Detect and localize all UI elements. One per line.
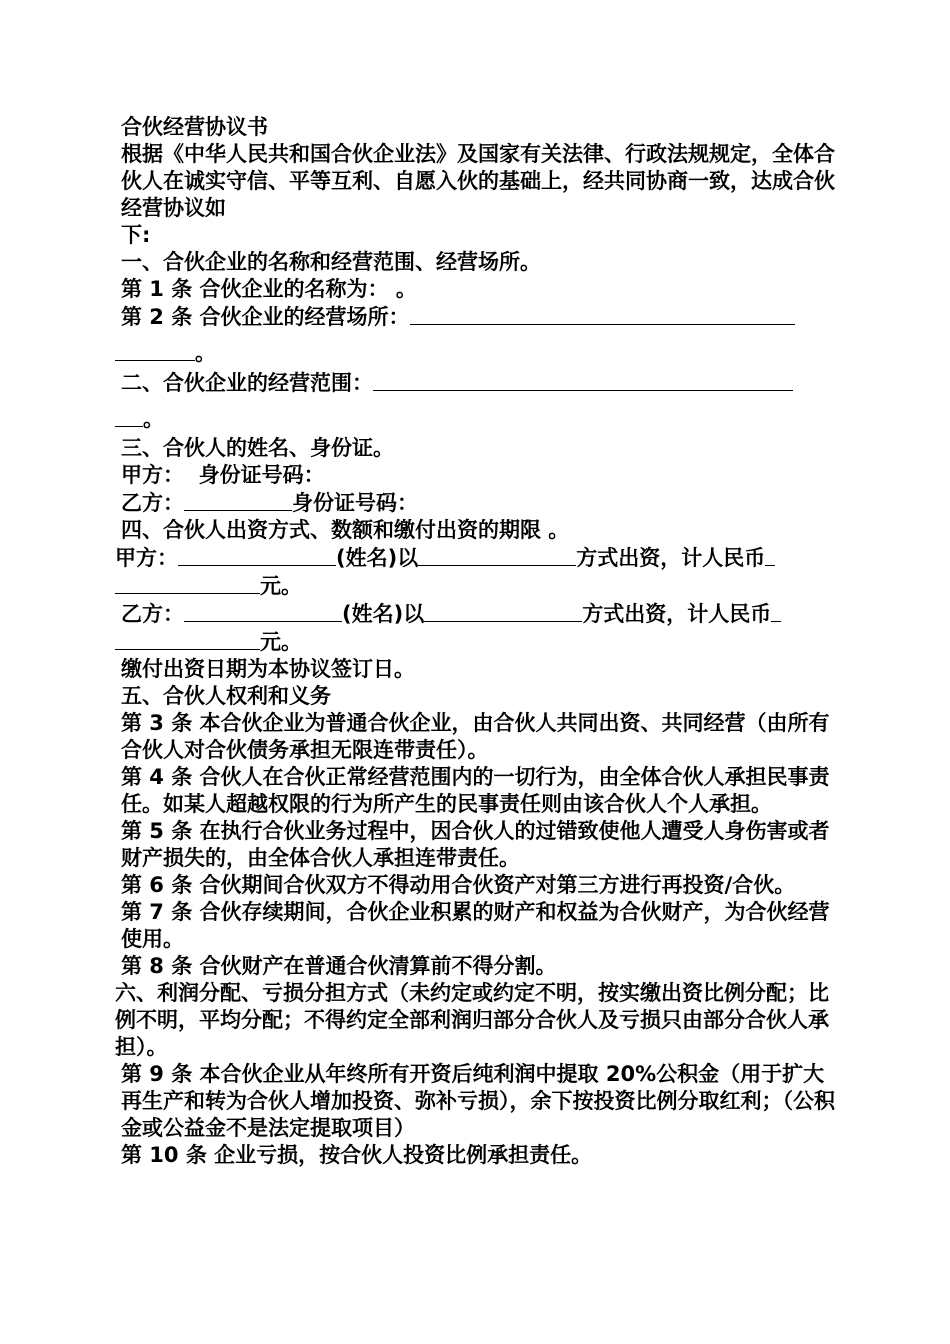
document-body bbox=[115, 114, 840, 1169]
business-address-blank-cont[interactable] bbox=[115, 340, 195, 361]
section-3-heading: 三、合伙人的姓名、身份证。 bbox=[121, 436, 394, 460]
party-b-line bbox=[115, 489, 840, 517]
article-6: 第 6 条 合伙期间合伙双方不得动用合伙资产对第三方进行再投资/合伙。 bbox=[121, 873, 796, 897]
party-b-label: 乙方： bbox=[121, 491, 184, 515]
capital-b-continuation bbox=[115, 628, 840, 656]
article-8: 第 8 条 合伙财产在普通合伙清算前不得分割。 bbox=[121, 954, 557, 978]
capital-b-name-blank[interactable] bbox=[184, 601, 342, 622]
capital-b-label: 乙方： bbox=[121, 602, 184, 626]
capital-a-unit: 元。 bbox=[260, 574, 302, 598]
capital-b-amount-blank-cont[interactable] bbox=[115, 629, 260, 650]
article-2-continuation bbox=[115, 339, 840, 367]
section-1-heading: 一、合伙企业的名称和经营范围、经营场所。 bbox=[121, 250, 541, 274]
capital-b-amount-blank[interactable] bbox=[771, 601, 781, 622]
article-3: 第 3 条 本合伙企业为普通合伙企业，由合伙人共同出资、共同经营（由所有合伙人对合伙债务承担无限连带责任）。 bbox=[121, 711, 830, 762]
section-5-heading: 五、合伙人权利和义务 bbox=[121, 684, 331, 708]
capital-a-name-blank[interactable] bbox=[178, 545, 336, 566]
document-title: 合伙经营协议书 bbox=[121, 115, 268, 139]
capital-a-continuation bbox=[115, 572, 840, 600]
capital-b-unit: 元。 bbox=[260, 630, 302, 654]
section-2-label: 二、合伙企业的经营范围： bbox=[121, 371, 373, 395]
capital-a-method-label: 方式出资，计人民币 bbox=[576, 546, 766, 570]
capital-a-method-blank[interactable] bbox=[418, 545, 576, 566]
capital-b-name-label: (姓名)以 bbox=[342, 602, 425, 626]
article-7: 第 7 条 合伙存续期间，合伙企业积累的财产和权益为合伙财产，为合伙经营使用。 bbox=[121, 900, 830, 951]
capital-a-amount-blank[interactable] bbox=[765, 545, 775, 566]
capital-b-line bbox=[115, 600, 840, 628]
business-scope-blank-cont[interactable] bbox=[115, 406, 143, 427]
section-2-continuation bbox=[115, 405, 840, 433]
business-scope-blank[interactable] bbox=[373, 370, 793, 391]
capital-a-line bbox=[115, 544, 840, 572]
capital-a-amount-blank-cont[interactable] bbox=[115, 573, 260, 594]
article-2-label: 第 2 条 合伙企业的经营场所： bbox=[121, 305, 410, 329]
section-6-heading: 六、利润分配、亏损分担方式（未约定或约定不明，按实缴出资比例分配；比例不明，平均分配；不得约定全部利润归部分合伙人及亏损只由部分合伙人承担）。 bbox=[115, 981, 829, 1059]
capital-b-method-label: 方式出资，计人民币 bbox=[582, 602, 772, 626]
preamble-continuation: 下: bbox=[121, 223, 151, 247]
article-5: 第 5 条 在执行合伙业务过程中，因合伙人的过错致使他人遭受人身伤害或者财产损失的，由全体合伙人承担连带责任。 bbox=[121, 819, 830, 870]
business-address-blank[interactable] bbox=[410, 304, 795, 325]
article-1: 第 1 条 合伙企业的名称为： 。 bbox=[121, 277, 417, 301]
section-2-heading bbox=[115, 369, 840, 397]
article-2 bbox=[115, 303, 840, 331]
preamble-paragraph: 根据《中华人民共和国合伙企业法》及国家有关法律、行政法规规定，全体合伙人在诚实守信、平等互利、自愿入伙的基础上，经共同协商一致，达成合伙经营协议如 bbox=[121, 142, 835, 220]
article-9: 第 9 条 本合伙企业从年终所有开资后纯利润中提取 20%公积金（用于扩大再生产和转为合伙人增加投资、弥补亏损），余下按投资比例分取红利；（公积金或公益金不是法定提取项目） bbox=[121, 1062, 835, 1140]
party-b-name-blank[interactable] bbox=[184, 490, 292, 511]
article-2-end: 。 bbox=[195, 341, 216, 365]
article-10: 第 10 条 企业亏损，按合伙人投资比例承担责任。 bbox=[121, 1143, 593, 1167]
party-a-line: 甲方： 身份证号码： bbox=[121, 463, 325, 487]
payment-date: 缴付出资日期为本协议签订日。 bbox=[121, 657, 415, 681]
article-4: 第 4 条 合伙人在合伙正常经营范围内的一切行为，由全体合伙人承担民事责任。如某人超越权限的行为所产生的民事责任则由该合伙人个人承担。 bbox=[121, 765, 830, 816]
capital-a-name-label: (姓名)以 bbox=[336, 546, 419, 570]
capital-b-method-blank[interactable] bbox=[424, 601, 582, 622]
capital-a-label: 甲方： bbox=[115, 546, 178, 570]
section-2-end: 。 bbox=[143, 407, 164, 431]
section-4-heading: 四、合伙人出资方式、数额和缴付出资的期限 。 bbox=[121, 518, 570, 542]
party-b-id-label: 身份证号码： bbox=[292, 491, 418, 515]
